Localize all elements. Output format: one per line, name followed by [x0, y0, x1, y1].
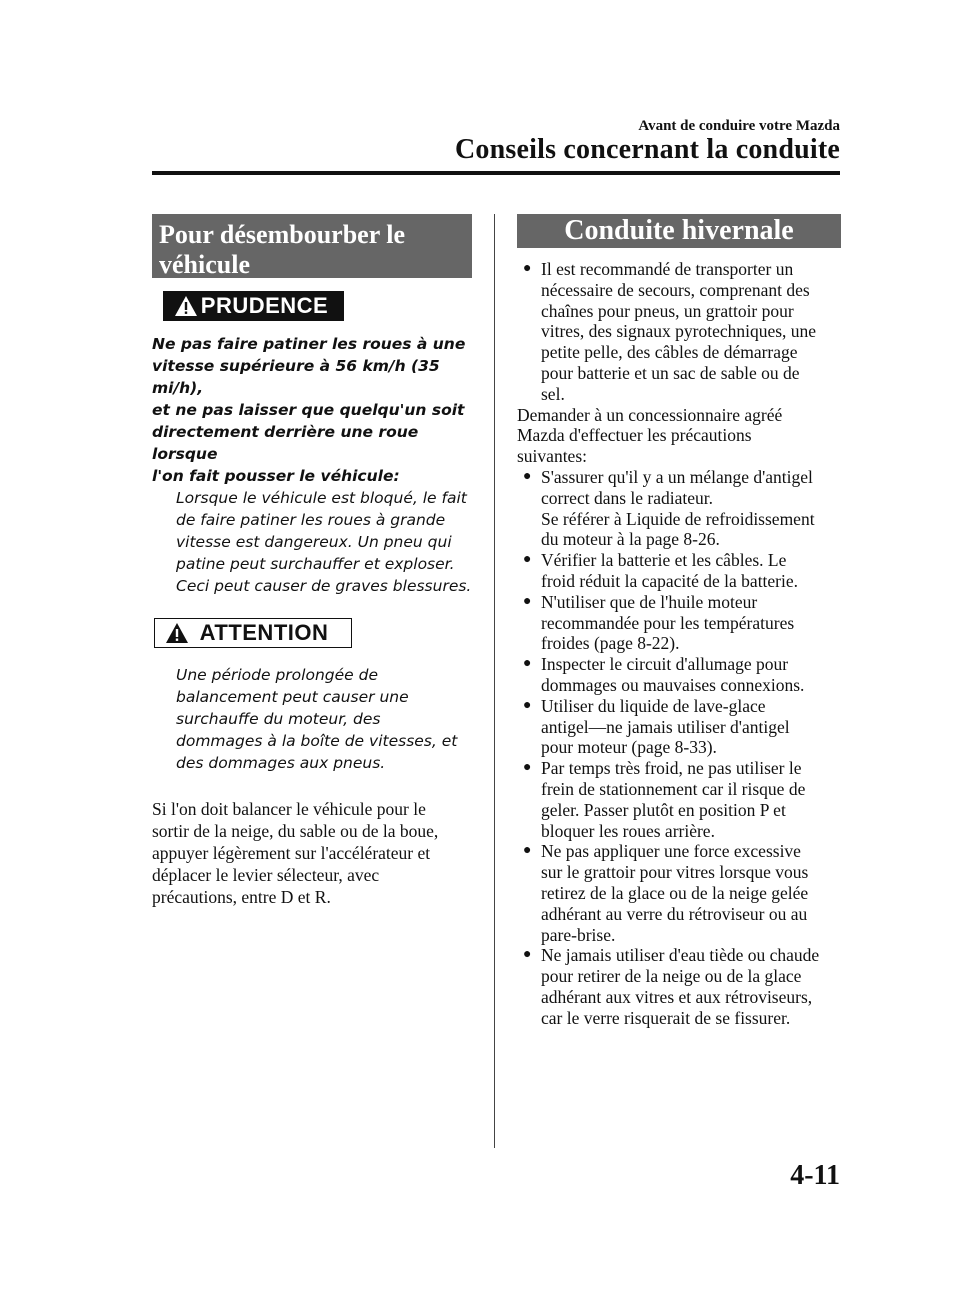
bullet-icon: ●	[523, 843, 532, 859]
list-item-line: retirez de la glace ou de la neige gelée	[541, 882, 809, 903]
list-item-line: vitres, des signaux pyrotechniques, une	[541, 321, 817, 342]
bullet-icon: ●	[523, 552, 532, 568]
list-item-line: petite pelle, des câbles de démarrage	[541, 342, 798, 363]
list-item-line: bloquer les roues arrière.	[541, 820, 715, 841]
list-item	[517, 758, 841, 841]
body-line: déplacer le levier sélecteur, avec	[152, 865, 380, 885]
list-item-line: correct dans le radiateur.	[541, 487, 713, 508]
body-line: sortir de la neige, du sable ou de la boue,	[152, 821, 439, 841]
list-item-line: car le verre risquerait de se fissurer.	[541, 1007, 791, 1028]
list-item	[517, 696, 841, 758]
list-item-line: Par temps très froid, ne pas utiliser le	[541, 758, 802, 779]
section-title-desembourber	[152, 214, 472, 278]
caution-banner	[163, 291, 344, 321]
list-item	[517, 592, 841, 654]
list-item-line: N'utiliser que de l'huile moteur	[541, 591, 758, 612]
list-item-line: chaînes pour pneus, un grattoir pour	[541, 300, 794, 321]
list-item-line: antigel―ne jamais utiliser d'antigel	[541, 716, 790, 737]
body-paragraph	[152, 798, 472, 908]
section-title-conduite-hivernale: Conduite hivernale	[517, 214, 841, 248]
caution-line: vitesse est dangereux. Un pneu qui	[176, 533, 452, 551]
caution-bold-line: Ne pas faire patiner les roues à une	[152, 335, 466, 353]
list-item	[517, 550, 841, 592]
list-item-line: sel.	[541, 383, 565, 404]
list-item-line: geler. Passer plutôt en position P et	[541, 799, 786, 820]
bullet-list-2	[517, 467, 841, 1029]
body-line: précautions, entre D et R.	[152, 887, 331, 907]
list-item-line: nécessaire de secours, comprenant des	[541, 279, 810, 300]
caution-line: Lorsque le véhicule est bloqué, le fait	[176, 489, 467, 507]
bullet-icon: ●	[523, 697, 532, 713]
list-item-line: Il est recommandé de transporter un	[541, 259, 794, 279]
list-item	[517, 945, 841, 1028]
header-title: Conseils concernant la conduite	[455, 134, 840, 165]
list-item-line: pare-brise.	[541, 924, 616, 945]
bullet-icon: ●	[523, 760, 532, 776]
left-column	[152, 214, 472, 908]
bullet-icon: ●	[523, 947, 532, 963]
list-item-line: sur le grattoir pour vitres lorsque vous	[541, 862, 809, 883]
bullet-icon: ●	[523, 656, 532, 672]
caution-line: patine peut surchauffer et exploser.	[176, 555, 455, 573]
caution-line: Ceci peut causer de graves blessures.	[176, 577, 472, 595]
bullet-icon: ●	[523, 261, 532, 276]
header-rule	[152, 171, 840, 175]
intro-line: suivantes:	[517, 446, 587, 467]
caution-bold-text	[152, 333, 472, 487]
list-item-line: Inspecter le circuit d'allumage pour	[541, 654, 789, 675]
intro-paragraph	[517, 405, 841, 467]
attention-text	[152, 664, 472, 774]
bullet-list-1	[517, 259, 841, 405]
list-item-line: dommages ou mauvaises connexions.	[541, 674, 805, 695]
list-item-line: du moteur à la page 8-26.	[541, 529, 720, 550]
section-title-line1: Pour désembourber le	[159, 220, 406, 249]
list-item-line: pour moteur (page 8-33).	[541, 737, 717, 758]
body-line: Si l'on doit balancer le véhicule pour le	[152, 799, 426, 819]
caution-label: PRUDENCE	[200, 293, 329, 318]
list-item-line: adhérant aux vitres et aux rétroviseurs,	[541, 986, 813, 1007]
right-body	[517, 259, 841, 1028]
body-line: appuyer légèrement sur l'accélérateur et	[152, 843, 431, 863]
page-number: 4-11	[790, 1160, 840, 1191]
list-item-line: S'assurer qu'il y a un mélange d'antigel	[541, 466, 813, 487]
column-divider	[494, 214, 495, 1148]
caution-text	[152, 487, 472, 597]
caution-line: de faire patiner les roues à grande	[176, 511, 446, 529]
list-item-line: Vérifier la batterie et les câbles. Le	[541, 550, 787, 571]
attention-line: surchauffe du moteur, des	[176, 710, 381, 728]
bullet-icon: ●	[523, 593, 532, 609]
list-item	[517, 841, 841, 945]
list-item-line: adhérant au verre du rétroviseur ou au	[541, 903, 808, 924]
list-item-line: froides (page 8-22).	[541, 633, 680, 654]
list-item	[517, 654, 841, 696]
caution-bold-line: vitesse supérieure à 56 km/h (35 mi/h),	[152, 357, 440, 397]
right-column	[517, 214, 841, 1028]
caution-bold-line: et ne pas laisser que quelqu'un soit	[152, 401, 465, 419]
list-item	[517, 467, 841, 550]
list-item-line: recommandée pour les températures	[541, 612, 795, 633]
attention-line: balancement peut causer une	[176, 688, 409, 706]
attention-line: Une période prolongée de	[176, 666, 378, 684]
warning-triangle-icon	[165, 622, 189, 644]
list-item-line: froid réduit la capacité de la batterie.	[541, 570, 799, 591]
list-item-line: Ne jamais utiliser d'eau tiède ou chaude	[541, 945, 820, 966]
intro-line: Demander à un concessionnaire agréé	[517, 404, 783, 425]
header-subtitle: Avant de conduire votre Mazda	[638, 118, 840, 134]
section-title-line2: véhicule	[159, 250, 250, 279]
attention-line: dommages à la boîte de vitesses, et	[176, 732, 458, 750]
list-item-line: pour retirer de la neige ou de la glace	[541, 966, 802, 987]
list-item-line: frein de stationnement car il risque de	[541, 778, 806, 799]
bullet-icon: ●	[523, 468, 532, 484]
attention-banner	[154, 618, 352, 648]
list-item-line: Ne pas appliquer une force excessive	[541, 841, 801, 862]
caution-bold-line: directement derrière une roue lorsque	[152, 423, 419, 463]
caution-bold-line: l'on fait pousser le véhicule:	[152, 467, 400, 485]
list-item-line: Utiliser du liquide de lave-glace	[541, 695, 766, 716]
warning-triangle-icon	[174, 295, 198, 317]
attention-label: ATTENTION	[199, 620, 329, 645]
attention-line: des dommages aux pneus.	[176, 754, 386, 772]
list-item-line: Se référer à Liquide de refroidissement	[541, 508, 815, 529]
list-item-line: pour batterie et un sac de sable ou de	[541, 362, 800, 383]
intro-line: Mazda d'effectuer les précautions	[517, 425, 752, 446]
list-item	[517, 259, 841, 405]
